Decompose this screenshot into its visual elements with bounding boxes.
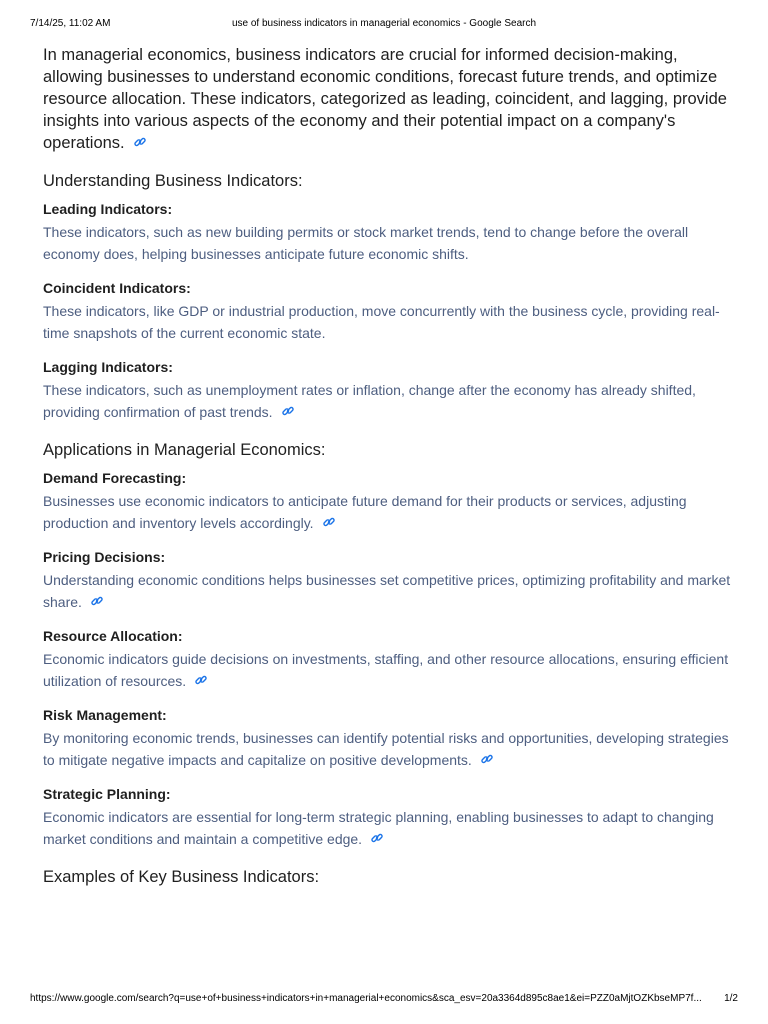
print-url: https://www.google.com/search?q=use+of+business+indicators+in+managerial+economics&sca_esv=20a3364d895c8ae1&ei=PZZ0aMjtOZKbseMP7f...: [30, 993, 702, 1004]
link-icon[interactable]: [322, 513, 336, 527]
link-icon[interactable]: [281, 402, 295, 416]
intro-paragraph: [43, 44, 733, 154]
item-text: [43, 648, 733, 692]
intro-text: In managerial economics, business indicators are crucial for informed decision-making, allowing businesses to understand economic conditions, forecast future trends, and optimize resource allocation. These indicators, categorized as leading, coincident, and lagging, provide insights into various aspects of the economy and their potential impact on a company's operations.: [43, 46, 727, 152]
print-page-title: use of business indicators in managerial economics - Google Search: [231, 18, 537, 29]
section-heading-applications: Applications in Managerial Economics:: [43, 441, 326, 459]
item-text: [43, 569, 733, 613]
item-title: Demand Forecasting:: [43, 470, 187, 486]
item-text: [43, 490, 733, 534]
item-text-content: Economic indicators guide decisions on investments, staffing, and other resource allocations, ensuring efficient utilization of resources.: [43, 651, 729, 689]
item-text-content: These indicators, like GDP or industrial production, move concurrently with the business cycle, providing real-time snapshots of the current economic state.: [43, 303, 720, 341]
item-text-content: These indicators, such as unemployment rates or inflation, change after the economy has already shifted, providing confirmation of past trends.: [43, 382, 696, 420]
list-item: [43, 549, 733, 613]
item-title: Pricing Decisions:: [43, 549, 166, 565]
item-title: Resource Allocation:: [43, 628, 183, 644]
link-icon[interactable]: [480, 750, 494, 764]
item-text: [43, 806, 733, 850]
list-item: [43, 280, 733, 344]
item-title: Coincident Indicators:: [43, 280, 191, 296]
section-heading-examples: Examples of Key Business Indicators:: [43, 868, 320, 886]
ai-overview-content: [43, 44, 733, 897]
item-text: [43, 727, 733, 771]
item-text-content: By monitoring economic trends, businesses can identify potential risks and opportunities, developing strategies to mitigate negative impacts and capitalize on positive developments.: [43, 730, 729, 768]
list-item: [43, 628, 733, 692]
item-text: [43, 379, 733, 423]
section-heading-understanding: Understanding Business Indicators:: [43, 172, 303, 190]
link-icon[interactable]: [370, 829, 384, 843]
list-item: [43, 201, 733, 265]
print-datetime: 7/14/25, 11:02 AM: [30, 18, 111, 29]
link-icon[interactable]: [194, 671, 208, 685]
item-text: [43, 221, 733, 265]
item-text: [43, 300, 733, 344]
link-icon[interactable]: [90, 592, 104, 606]
item-title: Risk Management:: [43, 707, 167, 723]
item-text-content: These indicators, such as new building permits or stock market trends, tend to change before the overall economy does, helping businesses anticipate future economic shifts.: [43, 224, 689, 262]
item-title: Strategic Planning:: [43, 786, 171, 802]
list-item: [43, 786, 733, 850]
list-item: [43, 359, 733, 423]
list-item: [43, 470, 733, 534]
page-number: 1/2: [724, 993, 738, 1004]
item-text-content: Understanding economic conditions helps businesses set competitive prices, optimizing profitability and market share.: [43, 572, 731, 610]
list-item: [43, 707, 733, 771]
item-title: Leading Indicators:: [43, 201, 173, 217]
item-text-content: Economic indicators are essential for long-term strategic planning, enabling businesses to adapt to changing market conditions and maintain a competitive edge.: [43, 809, 714, 847]
item-title: Lagging Indicators:: [43, 359, 173, 375]
link-icon[interactable]: [133, 133, 147, 147]
item-text-content: Businesses use economic indicators to anticipate future demand for their products or services, adjusting production and inventory levels accordingly.: [43, 493, 687, 531]
